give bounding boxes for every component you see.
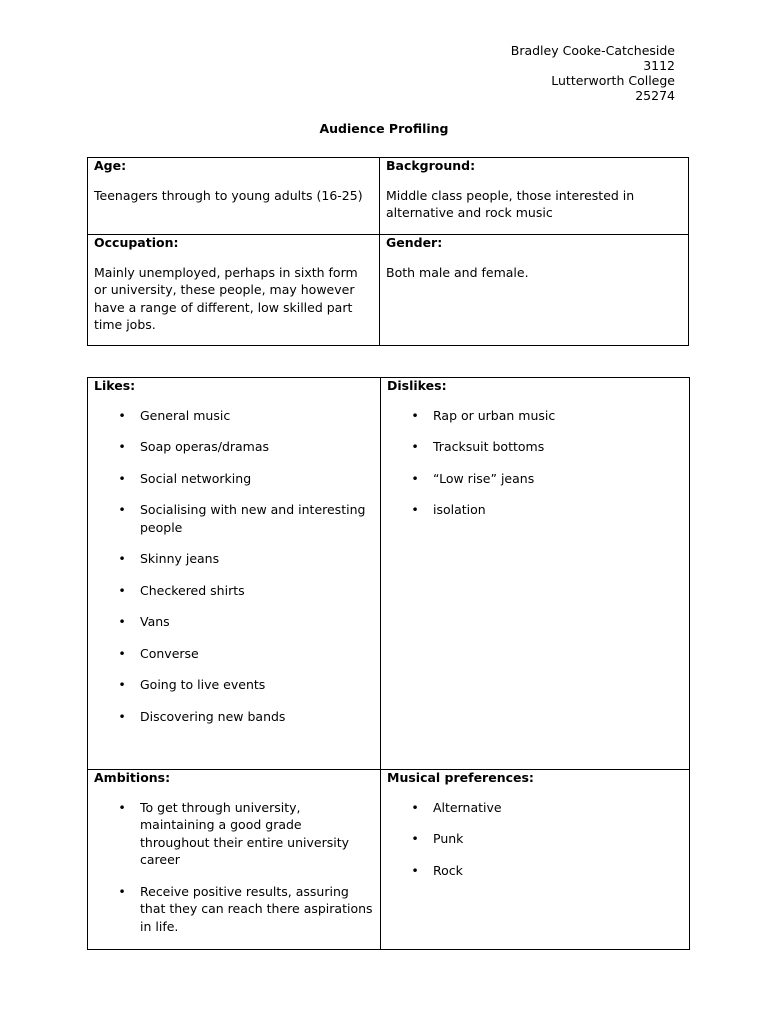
list-item [118, 407, 374, 425]
bullet-icon: • [411, 502, 419, 517]
occupation-label: Occupation: [94, 235, 179, 250]
gender-label: Gender: [386, 235, 443, 250]
list-item-text: Converse [140, 645, 199, 661]
bullet-icon: • [118, 582, 126, 598]
list-item-text: Going to live events [140, 677, 266, 692]
bullet-icon: • [118, 470, 126, 486]
list-item-text: To get through university, maintaining a good grade throughout their entire university career [140, 799, 350, 867]
author-header [375, 43, 675, 103]
list-item [411, 501, 683, 519]
list-item-text: Tracksuit bottoms [433, 439, 545, 454]
list-item-text: General music [140, 407, 231, 423]
ambitions-label: Ambitions: [94, 770, 171, 785]
occupation-cell [88, 235, 380, 346]
bullet-icon: • [411, 799, 419, 815]
list-item [118, 676, 374, 694]
profile-table [87, 157, 689, 346]
musical-preferences-label: Musical preferences: [387, 770, 534, 785]
list-item-text: Skinny jeans [140, 551, 220, 566]
bullet-icon: • [118, 551, 126, 566]
list-item-text: Alternative [433, 799, 502, 815]
bullet-icon: • [118, 677, 126, 692]
list-item [118, 501, 374, 536]
dislikes-cell [381, 378, 690, 770]
list-item [411, 407, 683, 425]
preferences-row [88, 770, 690, 950]
background-text: Middle class people, those interested in alternative and rock music [386, 187, 635, 220]
profile-row [88, 158, 689, 235]
list-item-text: Social networking [140, 470, 252, 486]
bullet-icon: • [118, 502, 126, 517]
list-item-text: Checkered shirts [140, 582, 245, 598]
list-item [118, 438, 374, 456]
bullet-icon: • [118, 407, 126, 423]
list-item [411, 862, 683, 880]
bullet-icon: • [118, 883, 126, 899]
gender-cell [380, 235, 689, 346]
preferences-table [87, 377, 690, 950]
ambitions-cell [88, 770, 381, 950]
author-name: Bradley Cooke-Catcheside [510, 43, 675, 58]
list-item-text: isolation [433, 502, 486, 517]
bullet-icon: • [118, 614, 126, 629]
list-item-text: Socialising with new and interesting people [140, 502, 366, 535]
list-item-text: Rap or urban music [433, 407, 556, 423]
likes-cell [88, 378, 381, 770]
college-name: Lutterworth College [551, 73, 675, 88]
bullet-icon: • [118, 645, 126, 661]
list-item [118, 550, 374, 568]
list-item [411, 470, 683, 488]
list-item [118, 613, 374, 631]
age-text: Teenagers through to young adults (16-25) [94, 187, 363, 203]
list-item [118, 582, 374, 600]
list-item [411, 799, 683, 817]
list-item [118, 708, 374, 726]
list-item-text: Rock [433, 862, 463, 878]
list-item-text: Discovering new bands [140, 708, 286, 724]
dislikes-list [387, 407, 683, 519]
candidate-number: 25274 [635, 88, 675, 103]
list-item [118, 645, 374, 663]
bullet-icon: • [118, 708, 126, 724]
age-cell [88, 158, 380, 235]
page-title: Audience Profiling [319, 121, 449, 136]
gender-text: Both male and female. [386, 264, 529, 280]
list-item-text: “Low rise” jeans [433, 470, 535, 486]
ambitions-list [94, 799, 374, 936]
list-item [118, 799, 374, 869]
bullet-icon: • [411, 439, 419, 454]
musical-preferences-list [387, 799, 683, 880]
list-item [118, 883, 374, 936]
list-item-text: Punk [433, 831, 464, 846]
bullet-icon: • [118, 799, 126, 815]
centre-number: 3112 [643, 58, 675, 73]
list-item [411, 438, 683, 456]
background-cell [380, 158, 689, 235]
list-item-text: Vans [140, 614, 170, 629]
bullet-icon: • [411, 470, 419, 486]
list-item [411, 830, 683, 848]
musical-preferences-cell [381, 770, 690, 950]
bullet-icon: • [411, 407, 419, 423]
bullet-icon: • [411, 862, 419, 878]
dislikes-label: Dislikes: [387, 378, 447, 393]
preferences-row [88, 378, 690, 770]
background-label: Background: [386, 158, 476, 173]
age-label: Age: [94, 158, 127, 173]
likes-list [94, 407, 374, 726]
bullet-icon: • [118, 439, 126, 454]
likes-label: Likes: [94, 378, 136, 393]
list-item-text: Soap operas/dramas [140, 439, 270, 454]
occupation-text: Mainly unemployed, perhaps in sixth form or university, these people, may however have a range of different, low skilled part time jobs. [94, 264, 358, 332]
list-item [118, 470, 374, 488]
profile-row [88, 235, 689, 346]
list-item-text: Receive positive results, assuring that they can reach there aspirations in life. [140, 883, 373, 934]
bullet-icon: • [411, 831, 419, 846]
